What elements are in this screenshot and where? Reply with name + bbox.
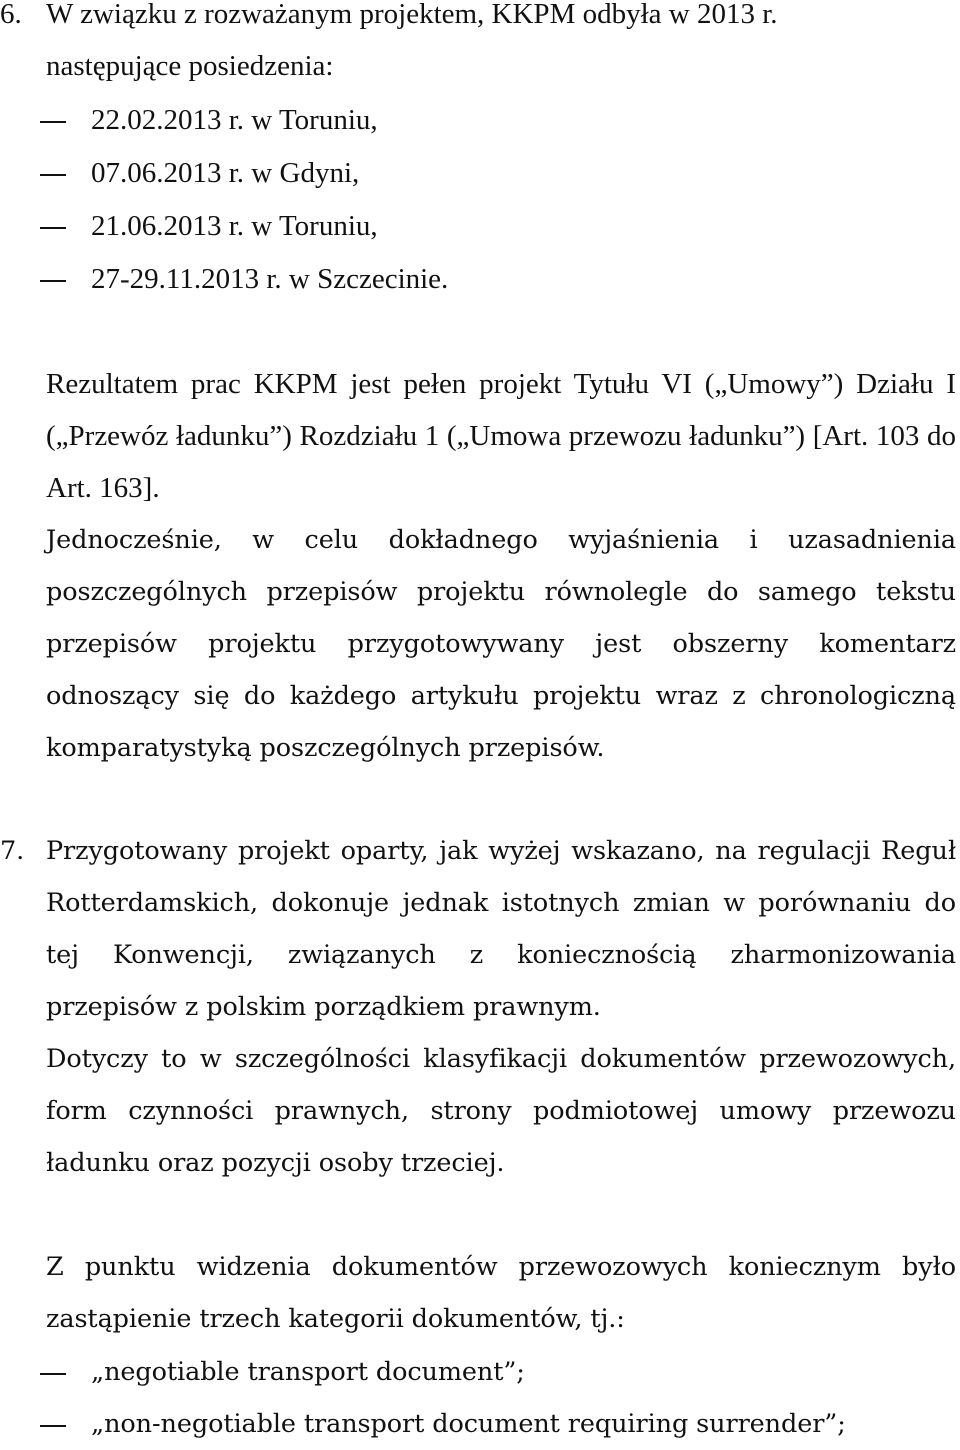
document-category-label: „non-negotiable transport document requiring surrender”; — [91, 1409, 846, 1439]
section-7-paragraph-2: Dotyczy to w szczególności klasyfikacji dokumentów przewozowych, form czynności prawnych, strony podmiotowej umowy przewozu ładunku oraz pozycji osoby trzeciej. — [46, 1044, 956, 1178]
section-7-number: 7. — [0, 836, 25, 866]
meeting-list-item — [0, 200, 940, 252]
meeting-list-item — [0, 94, 940, 146]
meeting-date-place: 22.02.2013 r. w Toruniu, — [91, 104, 378, 136]
section-6-intro — [46, 0, 956, 92]
commentary-paragraph: Jednocześnie, w celu dokładnego wyjaśnienia i uzasadnienia poszczególnych przepisów projektu równolegle do samego tekstu przepisów projektu przygotowywany jest obszerny komentarz odnoszący się do każdego artykułu projektu wraz z chronologiczną komparatystyką poszczególnych przepisów. — [46, 525, 956, 763]
section-7-paragraph-1: Przygotowany projekt oparty, jak wyżej wskazano, na regulacji Reguł Rotterdamskich, dokonuje jednak istotnych zmian w porównaniu do tej Konwencji, związanych z koniecznością zharmonizowania przepisów z polskim porządkiem prawnym. — [46, 836, 956, 1022]
document-category-item — [0, 1398, 940, 1450]
meeting-date-place: 27-29.11.2013 r. w Szczecinie. — [91, 263, 449, 295]
section-7-paragraph-3: Z punktu widzenia dokumentów przewozowych koniecznym było zastąpienie trzech kategorii dokumentów, tj.: — [46, 1252, 956, 1334]
meeting-list-item — [0, 147, 940, 199]
section-6-intro-line-1: W związku z rozważanym projektem, KKPM odbyła w 2013 r. — [46, 0, 778, 30]
section-6-number: 6. — [0, 0, 22, 30]
result-paragraph: Rezultatem prac KKPM jest pełen projekt Tytułu VI („Umowy”) Działu I („Przewóz ładunku”) Rozdziału 1 („Umowa przewozu ładunku”) [Art. 103 do Art. 163]. — [46, 368, 956, 504]
meeting-list-item — [0, 253, 940, 305]
meeting-date-place: 07.06.2013 r. w Gdyni, — [91, 157, 360, 189]
document-category-label: „negotiable transport document”; — [91, 1357, 525, 1387]
section-6-intro-line-2: następujące posiedzenia: — [46, 50, 334, 82]
document-category-item — [0, 1346, 940, 1398]
meeting-date-place: 21.06.2013 r. w Toruniu, — [91, 210, 378, 242]
